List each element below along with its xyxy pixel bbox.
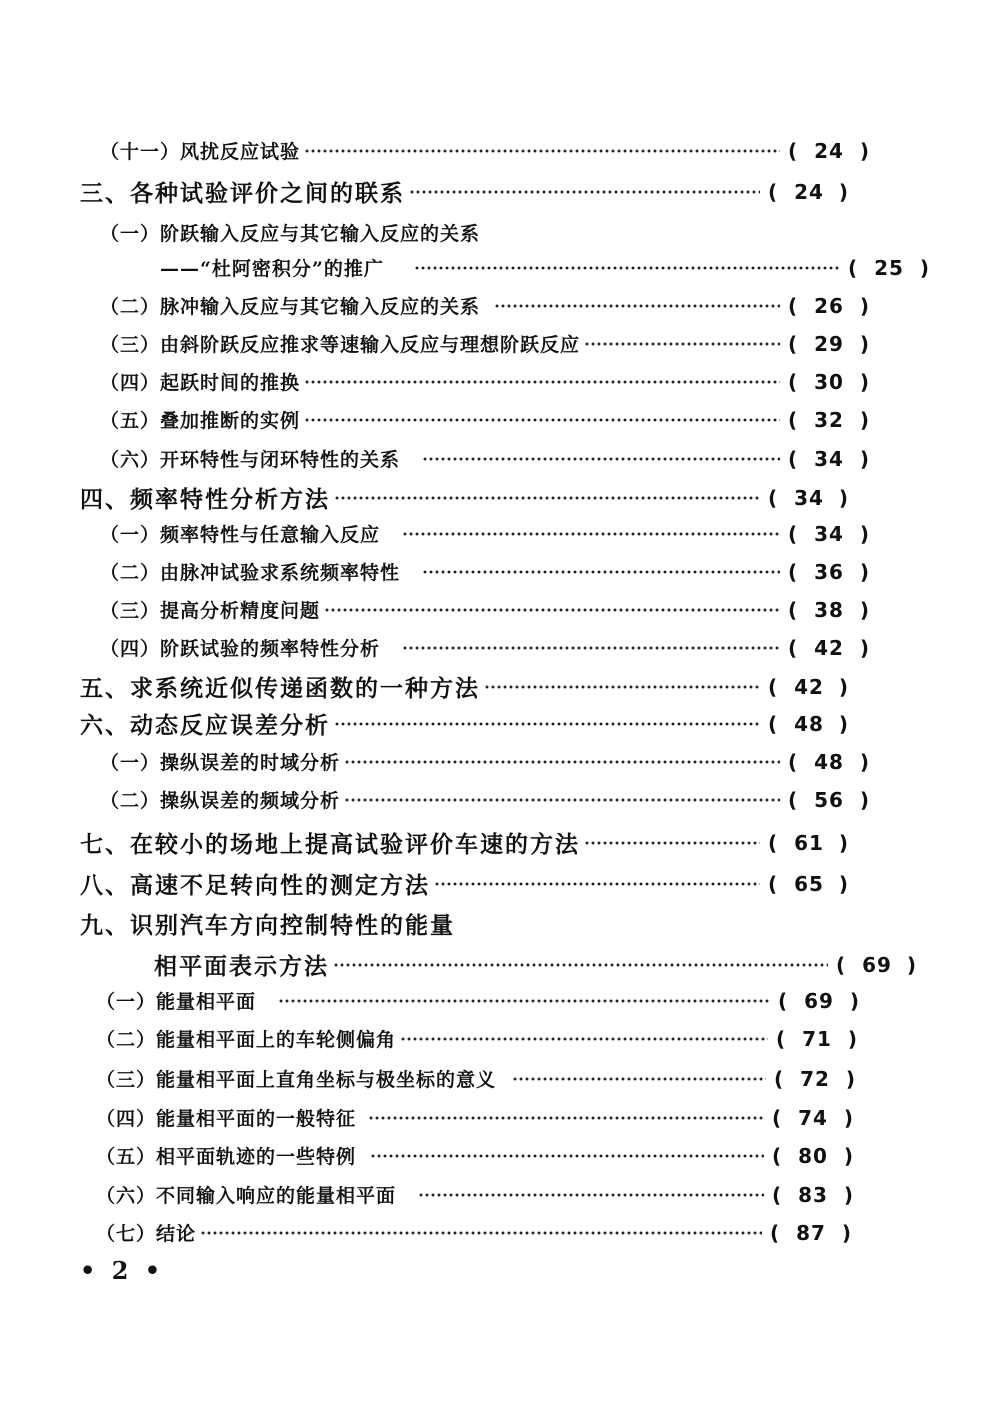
leader-dots	[278, 999, 770, 1003]
toc-entry	[0, 786, 992, 813]
toc-entry	[0, 481, 992, 514]
leader-dots	[304, 418, 780, 422]
toc-entry-title: （二）脉冲输入反应与其它输入反应的关系	[100, 296, 481, 318]
toc-entry-title: （三）由斜阶跃反应推求等速输入反应与理想阶跃反应	[100, 334, 581, 356]
toc-entry	[0, 1065, 992, 1092]
toc-entry-title: 四、频率特性分析方法	[80, 486, 330, 513]
toc-entry-page: ( 56 )	[788, 787, 870, 812]
toc-entry	[0, 596, 992, 623]
toc-entry-title: 三、各种试验评价之间的联系	[80, 180, 405, 207]
toc-entry-title: （二）由脉冲试验求系统频率特性	[100, 562, 401, 584]
leader-dots	[368, 1116, 764, 1120]
toc-entry-page: ( 42 )	[768, 674, 850, 699]
leader-dots	[512, 1077, 766, 1081]
toc-entry	[0, 175, 992, 208]
toc-entry-page: ( 24 )	[768, 179, 850, 204]
toc-entry	[0, 368, 992, 395]
toc-entry-page: ( 34 )	[768, 485, 850, 510]
toc-entry-page: ( 65 )	[768, 871, 850, 896]
leader-dots	[409, 190, 760, 194]
toc-entry-page: ( 24 )	[788, 138, 870, 163]
toc-entry-title: （一）阶跃输入反应与其它输入反应的关系	[100, 223, 481, 245]
toc-entry-title: （一）操纵误差的时域分析	[100, 752, 341, 774]
toc-entry-page: ( 61 )	[768, 830, 850, 855]
leader-dots	[334, 722, 760, 726]
toc-entry-title: 六、动态反应误差分析	[80, 712, 330, 739]
leader-dots	[333, 963, 828, 967]
toc-entry	[0, 826, 992, 859]
toc-entry-page: ( 74 )	[772, 1105, 854, 1130]
toc-entry	[0, 1181, 992, 1208]
toc-entry	[0, 748, 992, 775]
toc-entry-page: ( 25 )	[848, 255, 930, 280]
toc-entry-page: ( 48 )	[768, 711, 850, 736]
toc-entry	[0, 445, 992, 472]
toc-entry-title: （五）叠加推断的实例	[100, 410, 301, 432]
toc-entry-title: （四）能量相平面的一般特征	[96, 1108, 357, 1130]
leader-dots	[584, 841, 760, 845]
toc-entry	[0, 707, 992, 740]
toc-entry	[0, 254, 992, 281]
toc-entry-title: 八、高速不足转向性的测定方法	[80, 872, 430, 899]
toc-entry-page: ( 26 )	[788, 293, 870, 318]
toc-entry-page: ( 30 )	[788, 369, 870, 394]
toc-entry-title: （十一）风扰反应试验	[100, 141, 301, 163]
leader-dots	[434, 882, 760, 886]
toc-entry	[0, 948, 992, 981]
toc-entry-title: （二）能量相平面上的车轮侧偏角	[96, 1029, 397, 1051]
leader-dots	[418, 1193, 764, 1197]
leader-dots	[200, 1231, 762, 1235]
leader-dots	[484, 685, 760, 689]
toc-entry	[0, 1219, 992, 1246]
toc-entry	[0, 137, 992, 164]
leader-dots	[400, 1037, 768, 1041]
leader-dots	[344, 760, 780, 764]
toc-entry	[0, 406, 992, 433]
toc-entry-title: 七、在较小的场地上提高试验评价车速的方法	[80, 831, 580, 858]
toc-entry-title: （一）频率特性与任意输入反应	[100, 524, 381, 546]
toc-entry-title: （三）能量相平面上直角坐标与极坐标的意义	[96, 1069, 497, 1091]
toc-entry-page: ( 87 )	[770, 1220, 852, 1245]
toc-entry-page: ( 71 )	[776, 1026, 858, 1051]
toc-entry	[0, 907, 992, 940]
toc-entry	[0, 670, 992, 703]
toc-entry-page: ( 36 )	[788, 559, 870, 584]
toc-entry-title: （六）开环特性与闭环特性的关系	[100, 449, 401, 471]
toc-entry	[0, 1142, 992, 1169]
toc-entry	[0, 1025, 992, 1052]
toc-entry-page: ( 32 )	[788, 407, 870, 432]
toc-entry	[0, 1104, 992, 1131]
toc-entry-title: （一）能量相平面	[96, 991, 257, 1013]
toc-entry	[0, 634, 992, 661]
toc-entry	[0, 219, 992, 246]
toc-entry-title: 九、识别汽车方向控制特性的能量	[80, 912, 455, 939]
toc-entry-page: ( 69 )	[778, 988, 860, 1013]
toc-entry-page: ( 48 )	[788, 749, 870, 774]
toc-entry-page: ( 83 )	[772, 1182, 854, 1207]
toc-entry	[0, 292, 992, 319]
toc-entry	[0, 987, 992, 1014]
toc-entry-title: 相平面表示方法	[154, 953, 329, 980]
leader-dots	[584, 342, 780, 346]
leader-dots	[334, 496, 760, 500]
leader-dots	[422, 570, 780, 574]
toc-entry-page: ( 29 )	[788, 331, 870, 356]
leader-dots	[324, 608, 780, 612]
toc-entry-page: ( 42 )	[788, 635, 870, 660]
leader-dots	[422, 457, 780, 461]
leader-dots	[402, 646, 780, 650]
toc-entry-title: ——“杜阿密积分”的推广	[160, 258, 384, 280]
toc-entry-page: ( 69 )	[836, 952, 918, 977]
leader-dots	[344, 798, 780, 802]
toc-entry	[0, 867, 992, 900]
leader-dots	[304, 380, 780, 384]
toc-entry-title: （四）起跃时间的推换	[100, 372, 301, 394]
toc-entry	[0, 558, 992, 585]
toc-entry-title: （七）结论	[96, 1223, 197, 1245]
toc-entry-title: 五、求系统近似传递函数的一种方法	[80, 675, 480, 702]
toc-entry-page: ( 34 )	[788, 521, 870, 546]
toc-entry-page: ( 38 )	[788, 597, 870, 622]
toc-entry-title: （四）阶跃试验的频率特性分析	[100, 638, 381, 660]
toc-entry-title: （六）不同输入响应的能量相平面	[96, 1185, 397, 1207]
toc-entry	[0, 330, 992, 357]
toc-entry-title: （二）操纵误差的频域分析	[100, 790, 341, 812]
toc-entry-page: ( 80 )	[772, 1143, 854, 1168]
leader-dots	[370, 1154, 764, 1158]
toc-entry-title: （五）相平面轨迹的一些特例	[96, 1146, 357, 1168]
leader-dots	[414, 266, 840, 270]
leader-dots	[494, 304, 780, 308]
toc-entry-title: （三）提高分析精度问题	[100, 600, 321, 622]
page-number: • 2 •	[80, 1256, 165, 1285]
leader-dots	[304, 149, 780, 153]
toc-entry	[0, 520, 992, 547]
leader-dots	[402, 532, 780, 536]
toc-entry-page: ( 72 )	[774, 1066, 856, 1091]
toc-entry-page: ( 34 )	[788, 446, 870, 471]
